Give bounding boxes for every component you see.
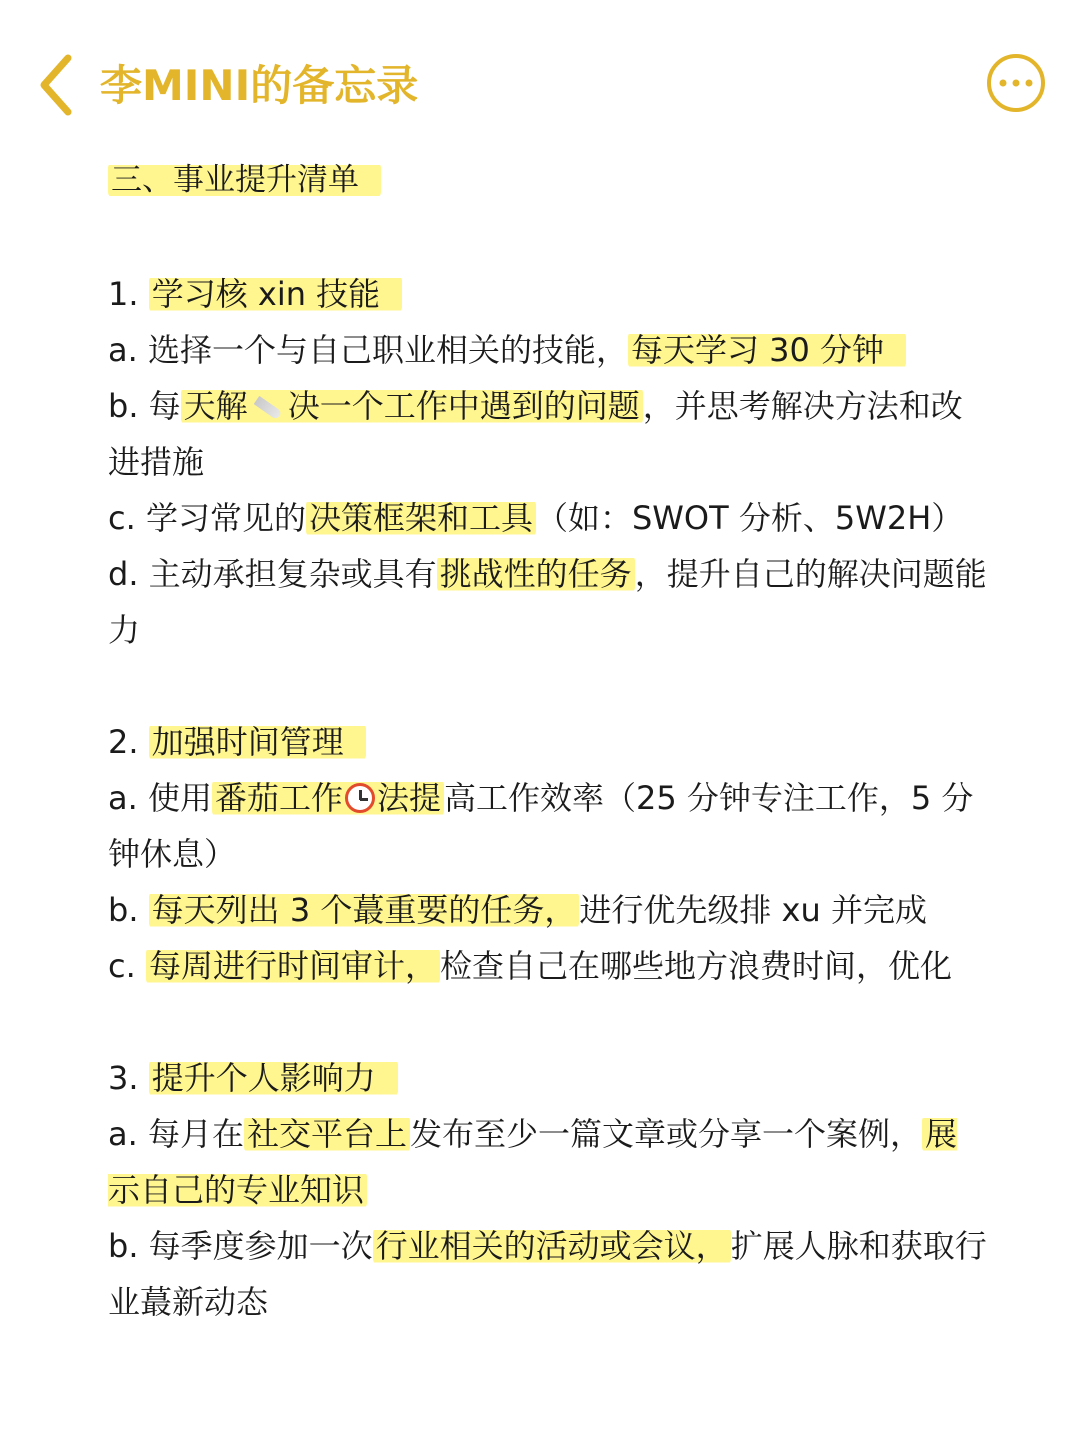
- item-line: b. 每天列出 3 个蕞重要的任务，进行优先级排 xu 并完成: [108, 891, 927, 929]
- section-title: 三、事业提升清单: [108, 152, 988, 208]
- item-line: b. 每季度参加一次行业相关的活动或会议，扩展人脉和获取行业蕞新动态: [108, 1227, 987, 1321]
- more-horizontal-icon: [1000, 80, 1033, 87]
- list-item: [108, 266, 988, 658]
- item-line: a. 使用番茄工作 法提高工作效率（25 分钟专注工作，5 分钟休息）: [108, 779, 974, 873]
- note-body[interactable]: [108, 152, 988, 1330]
- item-line: d. 主动承担复杂或具有挑战性的任务，提升自己的解决问题能力: [108, 555, 987, 649]
- alarm-clock-icon: [345, 783, 375, 813]
- item-line: c. 学习常见的决策框架和工具（如：SWOT 分析、5W2H）: [108, 499, 964, 537]
- chevron-left-icon: [34, 50, 86, 120]
- nav-header: [0, 0, 1080, 170]
- item-line: a. 每月在社交平台上发布至少一篇文章或分享一个案例，展示自己的专业知识: [108, 1115, 958, 1209]
- page-title: 李MINI的备忘录: [100, 61, 419, 110]
- back-button[interactable]: [34, 50, 86, 120]
- knife-icon: [253, 396, 282, 420]
- more-button[interactable]: [987, 54, 1045, 112]
- item-heading: 1. 学习核 xin 技能: [108, 266, 988, 322]
- list-item: [108, 714, 988, 994]
- item-heading: 3. 提升个人影响力: [108, 1050, 988, 1106]
- list-item: [108, 1050, 988, 1330]
- item-line: b. 每天解 决一个工作中遇到的问题，并思考解决方法和改进措施: [108, 387, 963, 481]
- item-heading: 2. 加强时间管理: [108, 714, 988, 770]
- item-line: a. 选择一个与自己职业相关的技能，每天学习 30 分钟: [108, 322, 988, 378]
- item-line: c. 每周进行时间审计，检查自己在哪些地方浪费时间，优化: [108, 947, 952, 985]
